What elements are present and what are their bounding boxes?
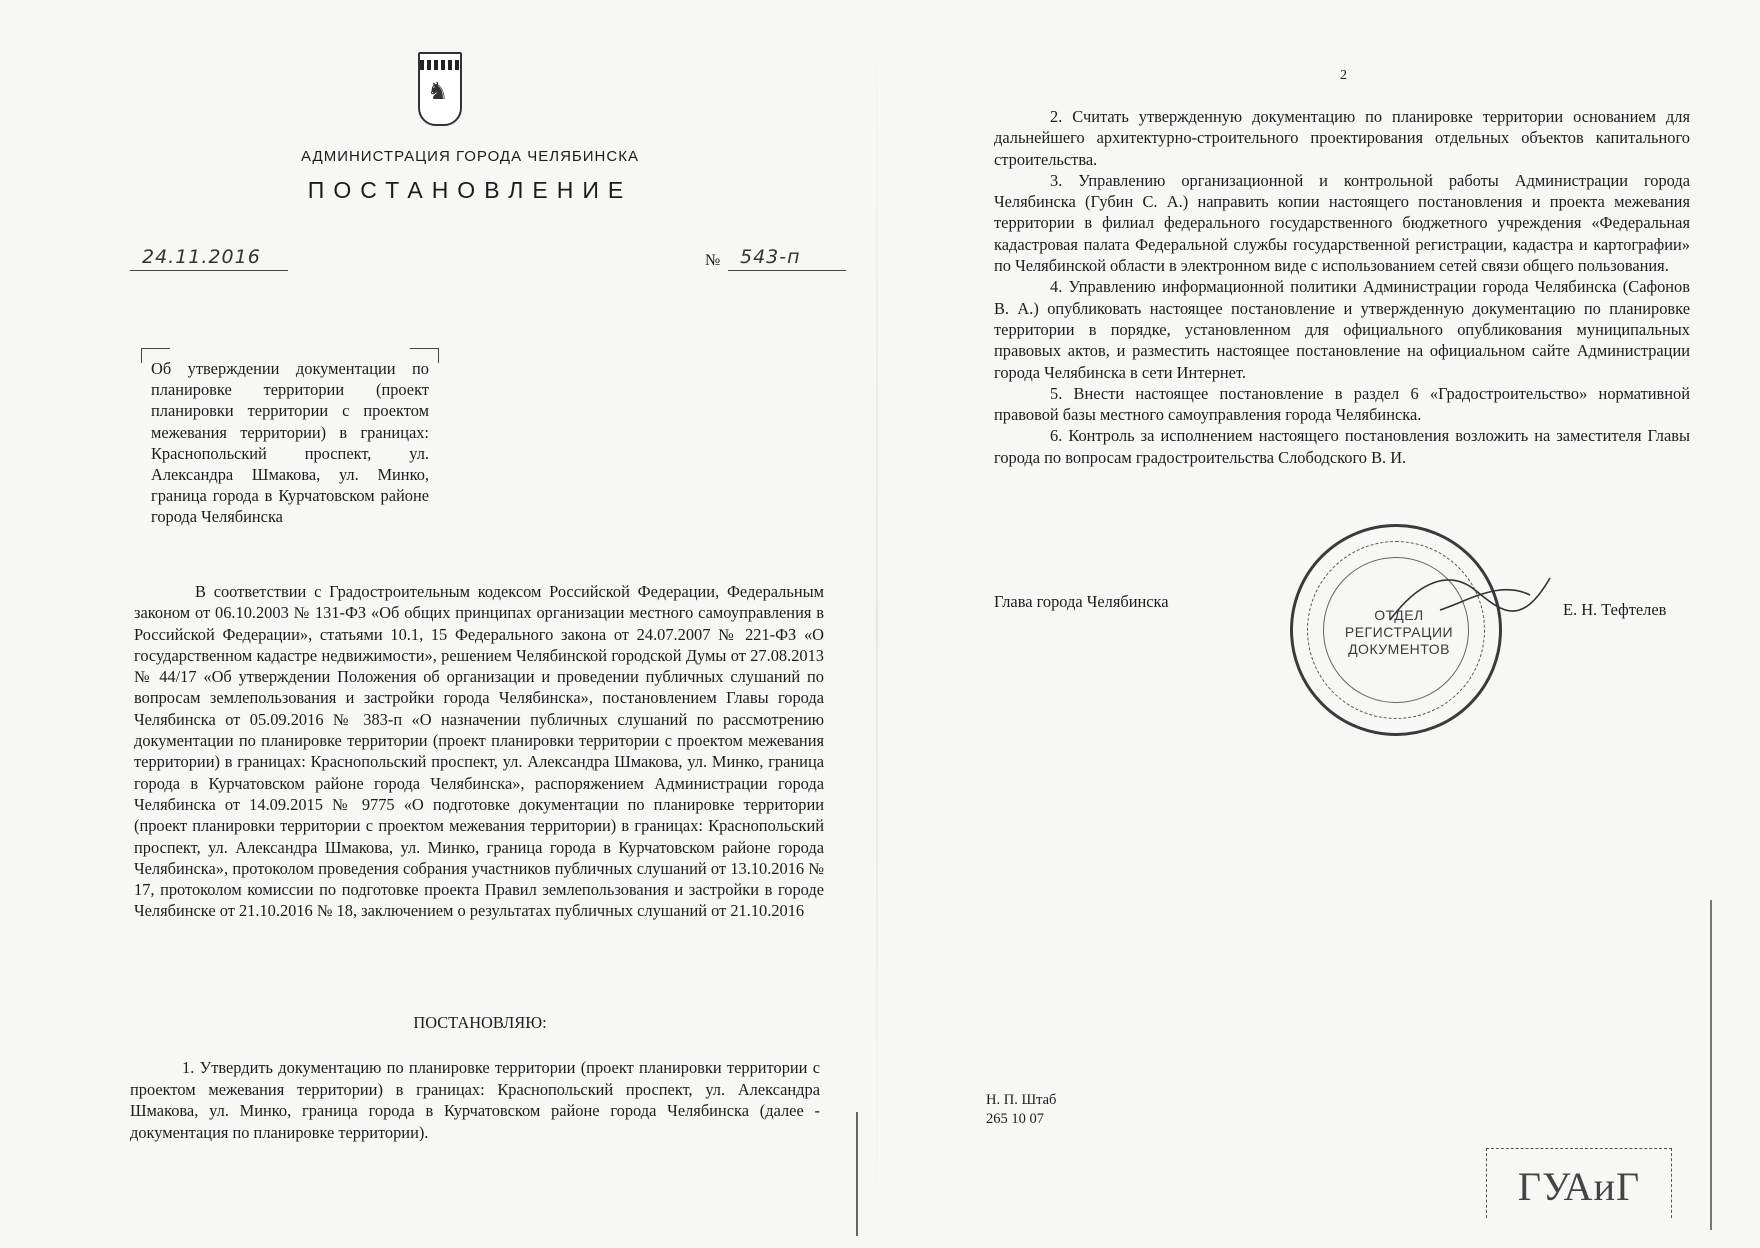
page-fold <box>876 0 878 1248</box>
date-handwritten: 24.11.2016 <box>142 246 261 268</box>
document-subject: Об утверждении документации по планировке территории (проект планировки территории с проектом межевания территории) в границах: Краснопольский проспект, ул. Александра Шмакова, ул. Минко, граница города в Курчатовском районе города Челябинска <box>151 359 429 527</box>
department-stamp <box>1486 1148 1672 1218</box>
resolution-items-page1 <box>130 1057 820 1143</box>
emblem-wall <box>420 60 460 70</box>
signatory-name: Е. Н. Тефтелев <box>1563 600 1667 619</box>
performer-phone: 265 10 07 <box>986 1111 1044 1127</box>
resolve-heading: ПОСТАНОВЛЯЮ: <box>413 1013 547 1032</box>
handwritten-signature <box>1380 560 1560 640</box>
resolution-item-1: 1. Утвердить документацию по планировке территории (проект планировки территории с проектом межевания территории) в границах: Краснопольский проспект, ул. Александра Шмакова, ул. Минко, граница города в Курчатовском районе города Челябинска (далее - документация по планировке территории). <box>130 1058 820 1142</box>
performer-name: Н. П. Штаб <box>986 1092 1057 1108</box>
date-field <box>130 244 288 271</box>
performer-info <box>986 1091 1056 1129</box>
number-handwritten: 543-п <box>740 246 801 268</box>
number-sign: № <box>705 252 721 269</box>
department-stamp-text: ГУАиГ <box>1517 1164 1641 1209</box>
resolution-item-5: 5. Внести настоящее постановление в раздел 6 «Градостроительство» нормативной правовой базы местного самоуправления города Челябинска. <box>994 383 1690 425</box>
resolution-item-3: 3. Управлению организационной и контрольной работы Администрации города Челябинска (Губин С. А.) направить копии настоящего постановления и проекта межевания территории в филиал федерального государственного бюджетного учреждения «Федеральная кадастровая палата Федеральной службы государственной регистрации, кадастра и картографии» по Челябинской области в электронном виде с использованием сетей связи общего пользования. <box>994 170 1690 276</box>
right-margin-line <box>1710 900 1712 1230</box>
resolution-item-2: 2. Считать утвержденную документацию по планировке территории основанием для дальнейшего архитектурно-строительного проектирования отдельных объектов капитального строительства. <box>994 107 1690 169</box>
document-type: ПОСТАНОВЛЕНИЕ <box>307 177 633 203</box>
resolution-items-page2 <box>994 106 1690 468</box>
camel-icon: ♞ <box>427 79 449 105</box>
margin-line <box>856 1112 858 1236</box>
resolution-item-4: 4. Управлению информационной политики Администрации города Челябинска (Сафонов В. А.) опубликовать настоящее постановление и утвержденную документацию по планировке территории в порядке, установленном для официального опубликования муниципальных правовых актов, и разместить настоящее постановление на официальном сайте Администрации города Челябинска в сети Интернет. <box>994 277 1690 382</box>
resolution-item-6: 6. Контроль за исполнением настоящего постановления возложить на заместителя Главы города по вопросам градостроительства Слободского В. И. <box>994 426 1690 467</box>
page-number: 2 <box>1340 68 1347 83</box>
preamble-text: В соответствии с Градостроительным кодексом Российской Федерации, Федеральным законом от 06.10.2003 № 131-ФЗ «Об общих принципах организации местного самоуправления в Российской Федерации», статьями 10.1, 15 Федерального закона от 24.07.2007 № 221-ФЗ «О государственном кадастре недвижимости», решением Челябинской городской Думы от 27.08.2013 № 44/17 «Об утверждении Положения об организации и проведении публичных слушаний по вопросам землепользования и застройки города Челябинска», постановлением Главы города Челябинска от 05.09.2016 № 383-п «О назначении публичных слушаний по рассмотрению документации по планировке территории (проект планировки территории с проектом межевания территории) в границах: Краснопольский проспект, ул. Александра Шмакова, ул. Минко, граница города в Курчатовском районе города Челябинска», распоряжением Администрации города Челябинска от 14.09.2015 № 9775 «О подготовке документации по планировке территории (проект планировки территории с проектом межевания территории) в границах: Краснопольский проспект, ул. Александра Шмакова, ул. Минко, граница города в Курчатовском районе города Челябинска», протоколом проведения собрания участников публичных слушаний от 13.10.2016 № 17, протоколом комиссии по подготовке проекта Правил землепользования и застройки в городе Челябинске от 21.10.2016 № 18, заключением о результатах публичных слушаний от 21.10.2016 <box>134 582 824 921</box>
preamble <box>134 581 824 922</box>
seal-center-text: ОТДЕЛ РЕГИСТРАЦИИ ДОКУМЕНТОВ <box>1344 607 1454 657</box>
number-field <box>728 244 846 271</box>
city-coat-of-arms <box>418 52 462 126</box>
administration-title: АДМИНИСТРАЦИЯ ГОРОДА ЧЕЛЯБИНСКА <box>301 148 639 165</box>
signatory-position: Глава города Челябинска <box>994 592 1169 611</box>
